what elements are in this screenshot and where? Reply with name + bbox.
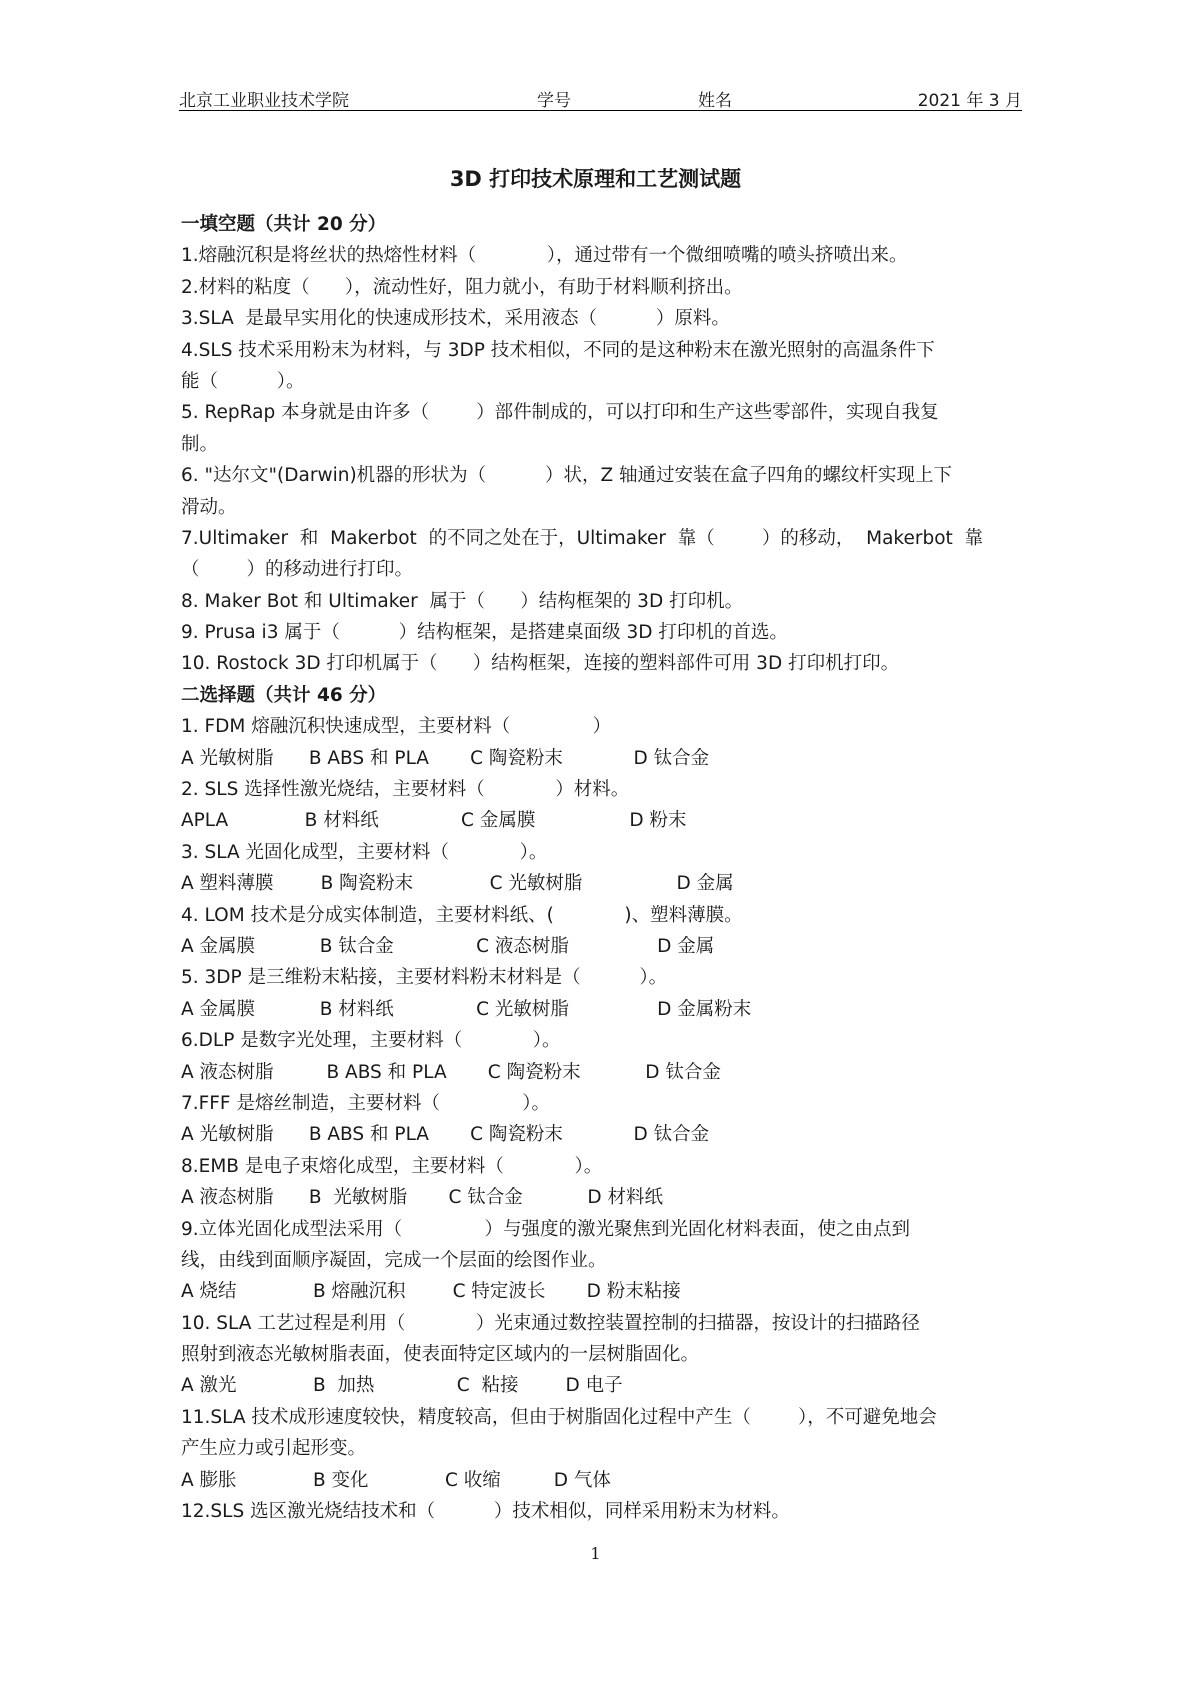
text-line: 4.SLS 技术采用粉末为材料，与 3DP 技术相似，不同的是这种粉末在激光照射的高温条件下	[181, 339, 935, 361]
text-line: A 光敏树脂 B ABS 和 PLA C 陶瓷粉末 D 钛合金	[181, 1124, 710, 1146]
text-line: A 光敏树脂 B ABS 和 PLA C 陶瓷粉末 D 钛合金	[181, 747, 710, 769]
text-line: 滑动。	[181, 496, 237, 518]
text-line: A 金属膜 B 材料纸 C 光敏树脂 D 金属粉末	[181, 998, 752, 1020]
text-line: 6.DLP 是数字光处理，主要材料（ ）。	[181, 1030, 561, 1052]
header-student-id-label: 学号	[537, 91, 571, 111]
text-line: 12.SLS 选区激光烧结技术和（ ）技术相似，同样采用粉末为材料。	[181, 1501, 790, 1523]
text-line: A 烧结 B 熔融沉积 C 特定波长 D 粉末粘接	[181, 1281, 681, 1303]
text-line: A 塑料薄膜 B 陶瓷粉末 C 光敏树脂 D 金属	[181, 873, 734, 895]
text-line: 线，由线到面顺序凝固，完成一个层面的绘图作业。	[181, 1249, 607, 1271]
text-line: 10. Rostock 3D 打印机属于（ ）结构框架，连接的塑料部件可用 3D 打印机打印。	[181, 653, 900, 675]
text-line: 7.FFF 是熔丝制造，主要材料（ ）。	[181, 1092, 551, 1114]
text-line: 7.Ultimaker 和 Makerbot 的不同之处在于，Ultimaker 靠（ ）的移动， Makerbot 靠	[181, 527, 984, 549]
header-name-label: 姓名	[698, 91, 732, 111]
text-line: A 液态树脂 B 光敏树脂 C 钛合金 D 材料纸	[181, 1187, 664, 1209]
text-line: 3.SLA 是最早实用化的快速成形技术，采用液态（ ）原料。	[181, 308, 730, 330]
text-line: 11.SLA 技术成形速度较快，精度较高，但由于树脂固化过程中产生（ ），不可避免地会	[181, 1406, 937, 1428]
section-heading: 一填空题（共计 20 分）	[181, 214, 387, 235]
text-line: 8.EMB 是电子束熔化成型，主要材料（ ）。	[181, 1155, 603, 1177]
text-line: A 液态树脂 B ABS 和 PLA C 陶瓷粉末 D 钛合金	[181, 1061, 721, 1083]
text-line: 4. LOM 技术是分成实体制造，主要材料纸、( )、塑料薄膜。	[181, 904, 743, 926]
text-line: 9. Prusa i3 属于（ ）结构框架，是搭建桌面级 3D 打印机的首选。	[181, 622, 788, 644]
text-line: A 金属膜 B 钛合金 C 液态树脂 D 金属	[181, 935, 715, 957]
text-line: 8. Maker Bot 和 Ultimaker 属于（ ）结构框架的 3D 打印机。	[181, 590, 744, 612]
text-line: 1. FDM 熔融沉积快速成型，主要材料（ ）	[181, 716, 612, 738]
text-line: 2.材料的粘度（ ），流动性好，阻力就小，有助于材料顺利挤出。	[181, 276, 743, 298]
text-line: 6. "达尔文"(Darwin)机器的形状为（ ）状，Z 轴通过安装在盒子四角的螺纹杆实现上下	[181, 465, 953, 487]
text-line: （ ）的移动进行打印。	[181, 559, 414, 581]
text-line: 1.熔融沉积是将丝状的热熔性材料（ ），通过带有一个微细喷嘴的喷头挤喷出来。	[181, 245, 908, 267]
page-number: 1	[590, 1544, 601, 1563]
document-body	[181, 209, 1021, 1527]
document-title: 3D 打印技术原理和工艺测试题	[449, 167, 742, 191]
text-line: 5. RepRap 本身就是由许多（ ）部件制成的，可以打印和生产这些零部件，实现自我复	[181, 402, 939, 424]
text-line: 2. SLS 选择性激光烧结，主要材料（ ）材料。	[181, 779, 630, 801]
text-line: 制。	[181, 433, 219, 455]
text-line: 照射到液态光敏树脂表面，使表面特定区域内的一层树脂固化。	[181, 1344, 700, 1366]
header-date: 2021 年 3 月	[917, 91, 1022, 111]
text-line: 10. SLA 工艺过程是利用（ ）光束通过数控装置控制的扫描器，按设计的扫描路径	[181, 1312, 920, 1334]
text-line: 5. 3DP 是三维粉末粘接，主要材料粉末材料是（ ）。	[181, 967, 668, 989]
text-line: APLA B 材料纸 C 金属膜 D 粉末	[181, 810, 687, 832]
text-line: 9.立体光固化成型法采用（ ）与强度的激光聚焦到光固化材料表面，使之由点到	[181, 1218, 910, 1240]
text-line: 产生应力或引起形变。	[181, 1438, 367, 1460]
text-line: A 激光 B 加热 C 粘接 D 电子	[181, 1375, 623, 1397]
page-header	[179, 84, 1022, 111]
section-heading: 二选择题（共计 46 分）	[181, 684, 387, 706]
text-line: A 膨胀 B 变化 C 收缩 D 气体	[181, 1469, 611, 1491]
text-line: 能（ ）。	[181, 370, 305, 392]
header-school: 北京工业职业技术学院	[179, 91, 349, 111]
text-line: 3. SLA 光固化成型，主要材料（ ）。	[181, 841, 548, 863]
